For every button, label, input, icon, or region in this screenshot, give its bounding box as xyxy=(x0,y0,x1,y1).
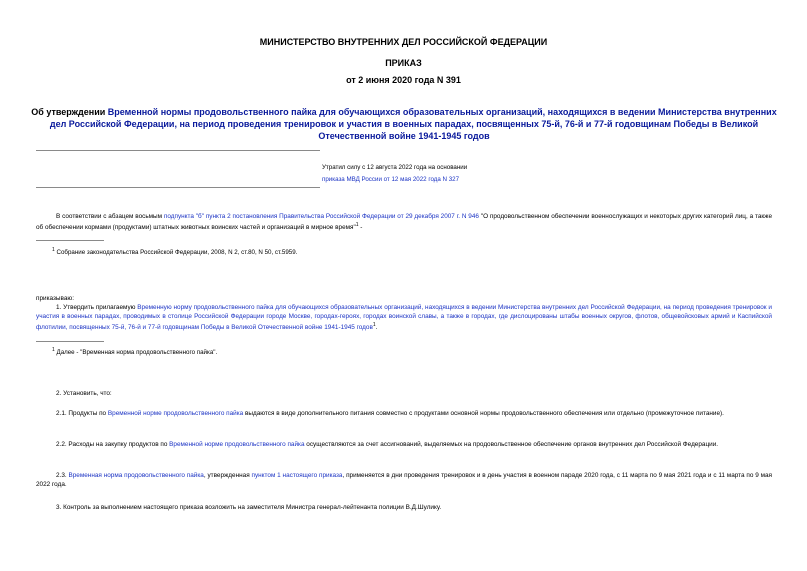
paragraph-2-3 xyxy=(36,471,772,489)
intro-decree-link[interactable]: подпункта "б" пункта 2 постановления Правительства Российской Федерации от 29 декабря 2007 г. N 946 xyxy=(163,213,479,220)
norm-link-2-3[interactable]: Временная норма продовольственного пайка xyxy=(68,472,204,479)
intro-paragraph xyxy=(36,212,772,233)
footnote-rule-2 xyxy=(36,341,104,342)
paragraph-1-end: . xyxy=(375,324,378,332)
paragraph-2: 2. Установить, что: xyxy=(56,390,112,397)
paragraph-1 xyxy=(36,303,772,333)
paragraph-2-3-text: 2.3. xyxy=(56,472,69,479)
status-repeal-link[interactable]: приказа МВД России от 12 мая 2022 года N 327 xyxy=(322,176,460,183)
footnote-2-mark: 1 xyxy=(52,347,55,353)
paragraph-2-2 xyxy=(36,440,772,449)
document-type: ПРИКАЗ xyxy=(385,58,422,68)
paragraph-2-1 xyxy=(36,409,772,418)
document-date-number: от 2 июня 2020 года N 391 xyxy=(346,75,461,85)
intro-text-2: "О продовольственном обеспечении военнослужащих и некоторых других категорий лиц, а также об обеспечении кормами (продуктами) штатных животных воинских частей и организаций в мирное время" xyxy=(36,213,773,232)
status-rule-bottom xyxy=(36,187,320,188)
status-rule-top xyxy=(36,150,320,151)
footnote-1 xyxy=(52,246,297,257)
document-title xyxy=(28,106,780,142)
title-link[interactable]: Временной нормы продовольственного пайка для обучающихся образовательных организаций, находящихся в ведении Министерства внутренних дел Российской Федерации, на период проведения тренировок и участия в военных парадах, посвященных 75-й, 76-й и 77-й годовщинам Победы в Великой Отечественной войне 1941-1945 годов xyxy=(49,107,777,141)
paragraph-3: 3. Контроль за выполнением настоящего приказа возложить на заместителя Министра генерал-лейтенанта полиции В.Д.Шулику. xyxy=(56,504,442,511)
paragraph-2-3-text-3: , применяется в дни проведения тренировок и в день участия в военном параде 2020 года, с 11 марта по 9 мая 2021 года и с 11 марта по 9 мая 2022 года. xyxy=(36,472,773,489)
footnote-2 xyxy=(52,346,217,357)
paragraph-2-2-text: 2.2. Расходы на закупку продуктов по xyxy=(56,441,170,448)
footnote-1-mark: 1 xyxy=(52,247,55,253)
title-prefix: Об утверждении xyxy=(31,107,108,117)
status-line: Утратил силу с 12 августа 2022 года на основании xyxy=(322,164,468,171)
footnote-1-text: Собрание законодательства Российской Федерации, 2008, N 2, ст.80, N 50, ст.5959. xyxy=(54,249,298,257)
paragraph-1-text: 1. Утвердить прилагаемую xyxy=(56,304,138,311)
footnote-2-text: Далее - "Временная норма продовольственного пайка". xyxy=(54,349,218,357)
order-word: приказываю: xyxy=(36,295,74,302)
temporary-norm-link[interactable]: Временную норму продовольственного пайка для обучающихся образовательных организаций, находящихся в ведении Министерства внутренних дел Российской Федерации, на период проведения тренировок и участия в военных парадах, проводимых в столице Российской Федерации городе Москве, городах-героях, городах воинской славы, а также в городах, где дислоцированы штабы военных округов, флотов, общевойсковых армий и Каспийской флотилии, посвященных 75-й, 76-й и 77-й годовщинам Победы в Великой Отечественной войне 1941-1945 годов xyxy=(36,304,772,332)
paragraph-2-2-text-2: осуществляются за счет ассигнований, выделяемых на продовольственное обеспечение органов внутренних дел Российской Федерации. xyxy=(304,441,719,448)
norm-link-2-2[interactable]: Временной норме продовольственного пайка xyxy=(169,441,305,448)
norm-link-2-1[interactable]: Временной норме продовольственного пайка xyxy=(107,410,244,417)
paragraph-2-3-text-2: , утвержденная xyxy=(203,472,252,479)
intro-text: В соответствии с абзацем восьмым xyxy=(56,213,164,220)
footnote-marker-2: 1 xyxy=(372,322,376,329)
ministry-heading: МИНИСТЕРСТВО ВНУТРЕННИХ ДЕЛ РОССИЙСКОЙ ФЕДЕРАЦИИ xyxy=(259,37,548,47)
intro-text-3: - xyxy=(358,224,363,232)
footnote-rule xyxy=(36,240,104,241)
paragraph-2-1-text-2: выдаются в виде дополнительного питания совместно с продуктами основной нормы продовольственного обеспечения или отдельно (промежуточное питание). xyxy=(243,410,724,417)
footnote-marker: 1 xyxy=(355,222,359,229)
paragraph-2-1-text: 2.1. Продукты по xyxy=(56,410,108,417)
point-1-link[interactable]: пунктом 1 настоящего приказа xyxy=(251,472,343,479)
